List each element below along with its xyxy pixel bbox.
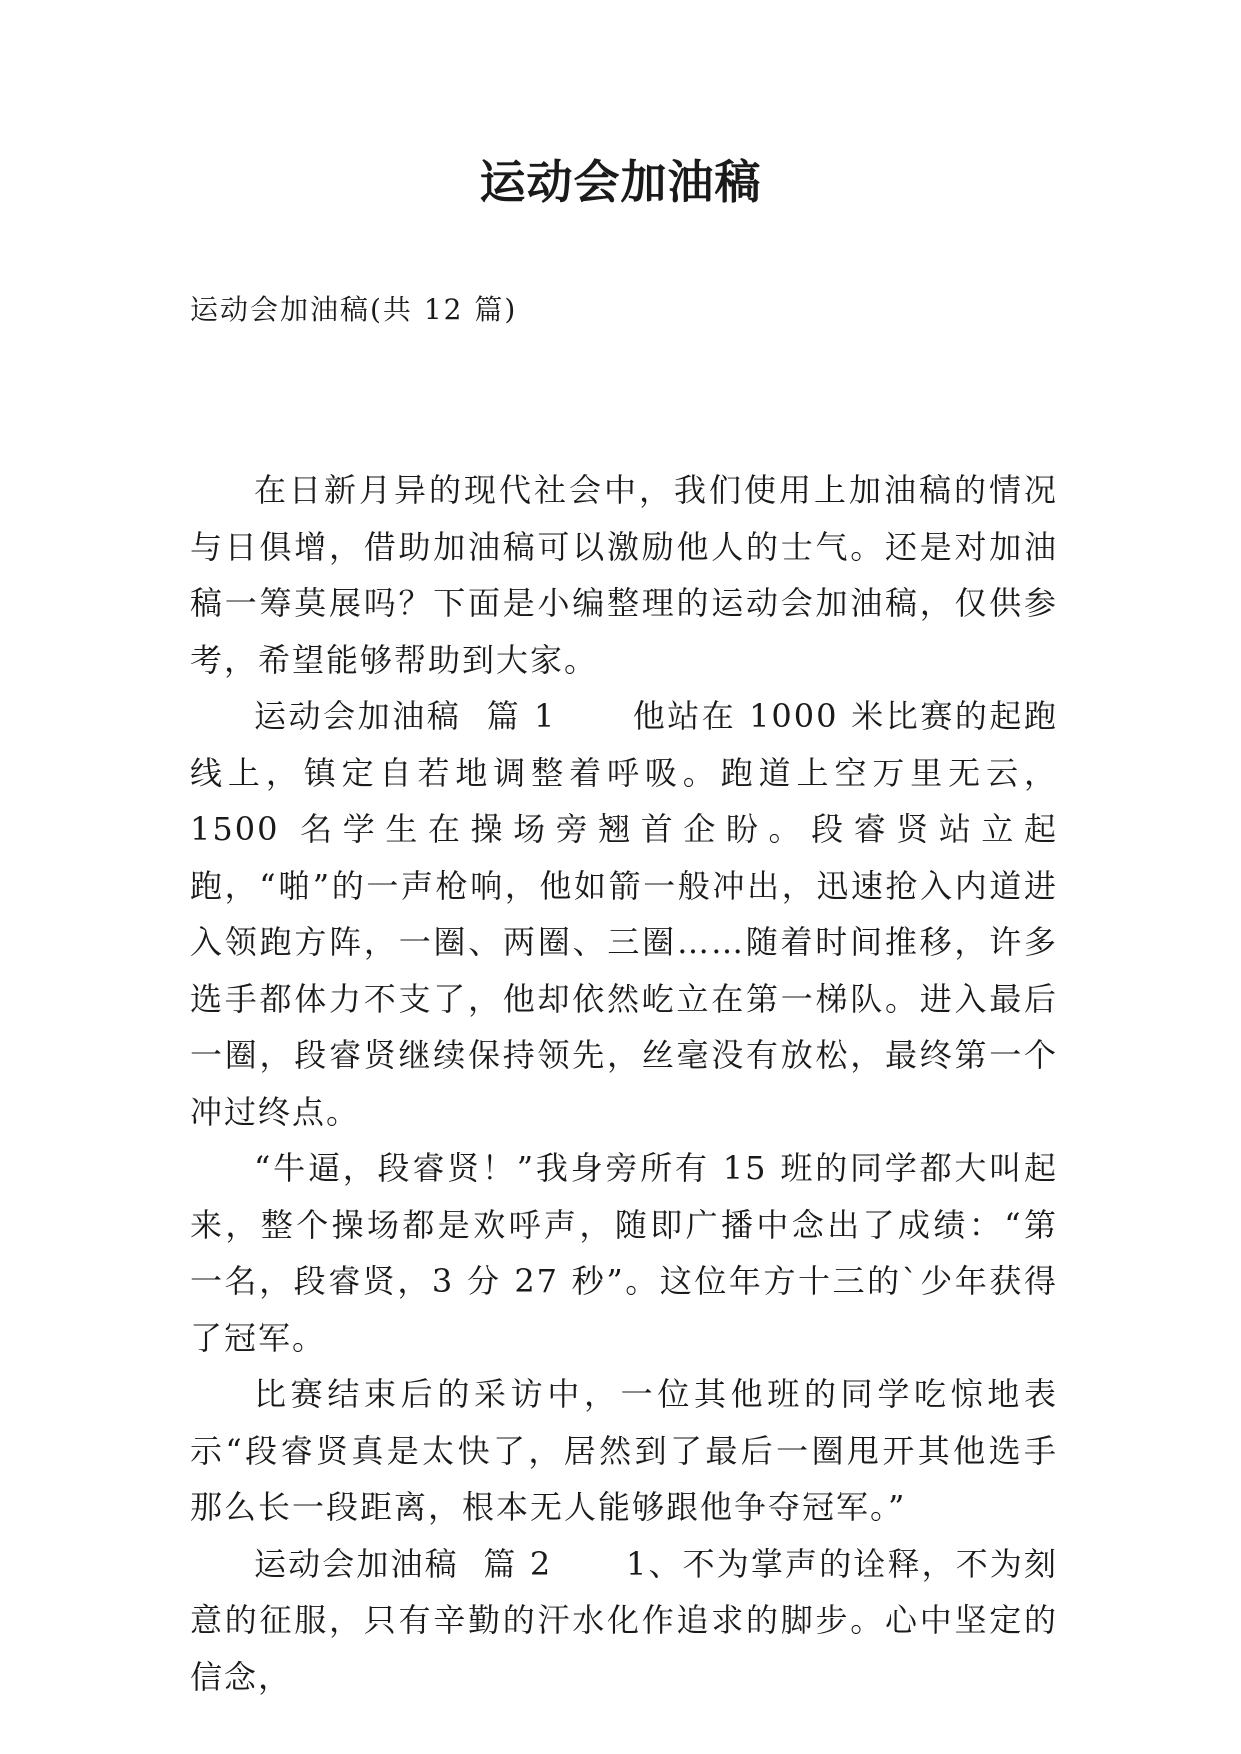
paragraph-article-2: 运动会加油稿 篇 2 1、不为掌声的诠释，不为刻意的征服，只有辛勤的汗水化作追求的脚步。心中坚定的信念， bbox=[190, 1544, 1058, 1696]
paragraph-cheer: “牛逼，段睿贤！”我身旁所有 15 班的同学都大叫起来，整个操场都是欢呼声，随即广播中念出了成绩：“第一名，段睿贤，3 分 27 秒”。这位年方十三的`少年获得了冠军。 bbox=[190, 1149, 1058, 1357]
document-subtitle: 运动会加油稿(共 12 篇) bbox=[190, 293, 518, 326]
paragraph-interview: 比赛结束后的采访中，一位其他班的同学吃惊地表示“段睿贤真是太快了，居然到了最后一圈甩开其他选手那么长一段距离，根本无人能够跟他争夺冠军。” bbox=[190, 1375, 1058, 1526]
paragraph-intro: 在日新月异的现代社会中，我们使用上加油稿的情况与日俱增，借助加油稿可以激励他人的士气。还是对加油稿一筹莫展吗？下面是小编整理的运动会加油稿，仅供参考，希望能够帮助到大家。 bbox=[190, 471, 1058, 679]
document-body bbox=[190, 462, 1058, 1705]
paragraph-article-1: 运动会加油稿 篇 1 他站在 1000 米比赛的起跑线上，镇定自若地调整着呼吸。跑道上空万里无云，1500 名学生在操场旁翘首企盼。段睿贤站立起跑，“啪”的一声枪响，他如箭一般冲出，迅速抢入内道进入领跑方阵，一圈、两圈、三圈……随着时间推移，许多选手都体力不支了，他却依然屹立在第一梯队。进入最后一圈，段睿贤继续保持领先，丝毫没有放松，最终第一个冲过终点。 bbox=[190, 697, 1058, 1131]
document-title: 运动会加油稿 bbox=[479, 155, 762, 209]
